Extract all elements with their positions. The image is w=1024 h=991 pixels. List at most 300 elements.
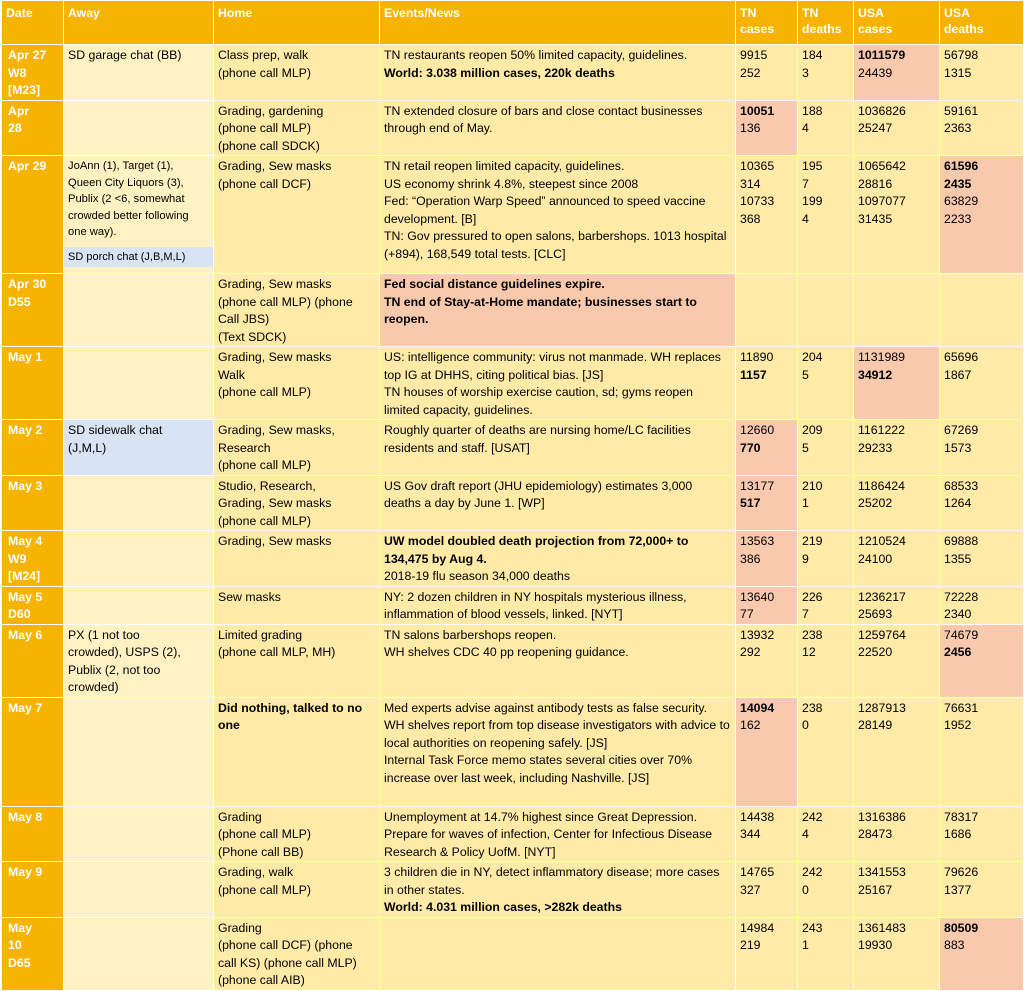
home-cell [214,806,380,862]
tn-cases-cell [736,475,798,531]
tn-deaths-cell [798,917,854,990]
count-value: 14438 [740,809,775,824]
count-value: 2233 [944,211,972,226]
tn-deaths-cell [798,862,854,918]
usa-cases-cell [854,917,940,990]
usa-cases-cell [854,475,940,531]
count-value: 1 [802,938,809,952]
date-line: May 2 [8,423,43,437]
usa-cases-cell [854,806,940,862]
events-cell [380,100,736,156]
away-line: crowded better following [68,209,189,222]
home-line: Grading, walk [218,865,294,879]
events-cell [380,420,736,476]
count-value: 1210524 [858,534,906,548]
home-line: call KS) (phone call MLP) [218,955,357,970]
count-value: 13932 [740,627,775,642]
count-value: 292 [740,645,761,659]
tn-cases-cell [736,586,798,624]
home-cell [214,697,380,806]
count-value: 9 [802,551,809,566]
away-cell [64,475,214,531]
away-cell [64,420,214,476]
count-value: 78317 [944,809,979,824]
date-line: May 6 [8,627,43,642]
event-line: NY: 2 dozen children in NY hospitals mysterious illness, inflammation of blood vessels, linked. [NYT] [384,589,690,621]
table-row [2,156,1024,274]
event-line: WH shelves CDC 40 pp reopening guidance. [384,645,629,659]
home-line: (phone call MLP, MH) [218,645,336,659]
count-value: 770 [740,440,761,455]
date-cell [2,420,64,476]
count-value: 368 [740,211,761,226]
date-cell [2,862,64,918]
count-value: 243 [802,920,823,935]
away-line: crowded) [68,680,119,694]
tn-cases-cell [736,806,798,862]
usa-deaths-cell [940,806,1024,862]
tn-deaths-cell [798,806,854,862]
count-value: 199 [802,194,823,208]
away-line: Publix (2, not too [68,662,161,677]
date-cell [2,624,64,697]
away-cell [64,156,214,274]
usa-deaths-cell [940,531,1024,587]
count-value: 63829 [944,194,979,208]
count-value: 25167 [858,882,893,897]
date-line: Apr 27 [8,48,47,62]
count-value: 210 [802,478,823,493]
count-value: 238 [802,627,823,642]
col-header-home: Home [214,1,380,45]
date-line: 10 [8,938,22,952]
count-value: 28816 [858,176,893,191]
count-value: 517 [740,496,761,510]
count-value: 1377 [944,882,972,897]
count-value: 238 [802,700,823,715]
count-value: 1157 [740,367,767,382]
count-value: 13177 [740,478,775,493]
tn-cases-cell [736,917,798,990]
home-line: (phone call MLP) [218,65,311,80]
home-line: Class prep, walk [218,48,309,62]
date-cell [2,347,64,420]
count-value: 4 [802,121,809,135]
event-line: Fed: “Operation Warp Speed” announced to speed vaccine development. [B] [384,194,709,226]
date-line: May 3 [8,478,43,493]
count-value: 1097077 [858,194,906,208]
usa-deaths-cell [940,274,1024,347]
usa-cases-cell [854,156,940,274]
table-row [2,697,1024,806]
count-value: 4 [802,211,809,226]
tn-cases-cell [736,347,798,420]
away-cell [64,274,214,347]
count-value: 59161 [944,103,979,118]
home-line: Grading [218,809,262,824]
home-line: one [218,718,240,732]
away-cell [64,100,214,156]
count-value: 12660 [740,423,775,437]
away-line: Publix (2 <6, somewhat [68,193,185,205]
home-cell [214,586,380,624]
usa-deaths-cell [940,624,1024,697]
home-line: (phone call DCF) (phone [218,938,353,952]
home-cell [214,917,380,990]
count-value: 219 [740,938,761,952]
count-value: 0 [802,718,809,732]
home-line: (phone call MLP) (phone [218,294,353,309]
count-value: 80509 [944,920,979,935]
event-line: TN end of Stay-at-Home mandate; businesses start to reopen. [384,294,701,326]
count-value: 1361483 [858,920,906,935]
date-cell [2,475,64,531]
count-value: 883 [944,938,965,952]
home-line: (Phone call BB) [218,844,304,859]
col-header-away: Away [64,1,214,45]
date-line: May 7 [8,700,43,715]
event-line: WH shelves report from top disease investigators with advice to local authorities on reopening safely. [JS] [384,718,734,750]
usa-deaths-cell [940,586,1024,624]
date-cell [2,697,64,806]
count-value: 29233 [858,440,893,455]
count-value: 68533 [944,478,979,493]
count-value: 1316386 [858,809,906,824]
date-line: W9 [8,551,27,566]
home-line: Call JBS) [218,312,270,326]
count-value: 1573 [944,440,972,455]
col-header-date: Date [2,1,64,45]
date-line: W8 [8,65,27,80]
date-line: 28 [8,121,22,135]
count-value: 2456 [944,645,972,659]
tn-deaths-cell [798,156,854,274]
count-value: 1036826 [858,103,906,118]
count-value: 0 [802,882,809,897]
home-cell [214,475,380,531]
away-cell [64,862,214,918]
col-header-tn-cases: TN cases [736,1,798,45]
tn-deaths-cell [798,531,854,587]
count-value: 226 [802,589,823,604]
away-line: (J,M,L) [68,440,107,455]
count-value: 77 [740,607,754,621]
home-line: Grading, Sew masks [218,534,332,548]
home-line: (phone call SDCK) [218,138,320,153]
event-line: UW model doubled death projection from 72,000+ to 134,475 by Aug 4. [384,534,692,566]
usa-cases-cell [854,347,940,420]
date-cell [2,100,64,156]
home-line: Grading, Sew masks [218,350,332,364]
date-cell [2,806,64,862]
table-row [2,100,1024,156]
col-header-usa-deaths: USA deaths [940,1,1024,45]
tn-deaths-cell [798,475,854,531]
tn-cases-cell [736,697,798,806]
count-value: 1315 [944,65,972,80]
count-value: 24100 [858,551,893,566]
event-line: Unemployment at 14.7% highest since Great Depression. Prepare for waves of infection, Center for Infectious Disease Research & Policy UofM. [NYT] [384,809,716,859]
home-line: Grading, Sew masks, [218,423,335,437]
count-value: 252 [740,65,761,80]
count-value: 14094 [740,700,775,715]
table-row [2,420,1024,476]
away-line: one way). [68,226,117,238]
table-row [2,917,1024,990]
usa-deaths-cell [940,862,1024,918]
count-value: 1186424 [858,478,905,493]
date-line: May 1 [8,350,43,364]
date-line: May 8 [8,809,43,824]
count-value: 10365 [740,159,775,173]
count-value: 1355 [944,551,972,566]
events-cell [380,531,736,587]
events-cell [380,586,736,624]
date-line: [M24] [8,569,41,583]
count-value: 65696 [944,350,979,364]
count-value: 28473 [858,827,893,841]
tn-cases-cell [736,45,798,101]
count-value: 327 [740,882,761,897]
usa-cases-cell [854,274,940,347]
event-line: 3 children die in NY, detect inflammatory disease; more cases in other states. [384,865,723,897]
events-cell [380,917,736,990]
table-row [2,347,1024,420]
count-value: 19930 [858,938,893,952]
event-line: US Gov draft report (JHU epidemiology) estimates 3,000 deaths a day by June 1. [WP] [384,478,696,510]
count-value: 76631 [944,700,979,715]
tn-deaths-cell [798,274,854,347]
home-line: (phone call MLP) [218,882,311,897]
home-line: Limited grading [218,627,303,642]
count-value: 1264 [944,496,972,510]
home-line: Grading, Sew masks [218,159,332,173]
tn-deaths-cell [798,624,854,697]
count-value: 1259764 [858,627,906,642]
usa-deaths-cell [940,420,1024,476]
count-value: 9915 [740,48,768,62]
usa-cases-cell [854,586,940,624]
count-value: 1867 [944,367,972,382]
away-cell [64,806,214,862]
event-line: Internal Task Force memo states several cities over 70% increase over last week, including Nashville. [JS] [384,753,696,785]
home-line: (phone call AIB) [218,973,305,987]
home-line: Studio, Research, [218,478,316,493]
home-line: Grading, Sew masks [218,496,332,510]
date-cell [2,531,64,587]
tn-cases-cell [736,862,798,918]
count-value: 7 [802,176,809,191]
count-value: 13640 [740,589,775,604]
away-cell [64,697,214,806]
event-line: US economy shrink 4.8%, steepest since 2008 [384,176,639,191]
home-cell [214,45,380,101]
event-line: TN houses of worship exercise caution, sd; gyms reopen limited capacity, guidelines. [384,385,697,417]
count-value: 74679 [944,627,979,642]
date-line: D60 [8,607,31,621]
events-cell [380,156,736,274]
home-line: Research [218,440,271,455]
table-row [2,475,1024,531]
away-line: crowded), USPS (2), [68,645,181,659]
home-cell [214,347,380,420]
event-line: Roughly quarter of deaths are nursing home/LC facilities residents and staff. [USAT] [384,423,695,455]
usa-deaths-cell [940,475,1024,531]
away-cell [64,45,214,101]
count-value: 2363 [944,121,972,135]
count-value: 25247 [858,121,893,135]
count-value: 1236217 [858,589,906,604]
home-line: (phone call MLP) [218,121,311,135]
count-value: 7 [802,607,809,621]
date-line: Apr 30 [8,277,47,291]
tn-cases-cell [736,100,798,156]
count-value: 3 [802,65,809,80]
date-line: May 9 [8,865,43,879]
home-line: Sew masks [218,589,281,604]
home-cell [214,862,380,918]
table-row [2,274,1024,347]
home-cell [214,531,380,587]
count-value: 1 [802,496,809,510]
count-value: 13563 [740,534,775,548]
count-value: 204 [802,350,823,364]
date-line: May 4 [8,534,43,548]
home-line: Grading [218,920,262,935]
usa-deaths-cell [940,697,1024,806]
usa-cases-cell [854,420,940,476]
count-value: 24439 [858,65,893,80]
count-value: 5 [802,440,809,455]
tn-deaths-cell [798,420,854,476]
header-row [2,1,1024,45]
events-cell [380,862,736,918]
event-line: 2018-19 flu season 34,000 deaths [384,569,570,583]
count-value: 242 [802,809,823,824]
events-cell [380,806,736,862]
tn-deaths-cell [798,100,854,156]
home-line: Grading, Sew masks [218,277,332,291]
events-cell [380,624,736,697]
count-value: 25202 [858,496,893,510]
table-row [2,531,1024,587]
event-line: US: intelligence community: virus not manmade. WH replaces top IG at DHHS, citing political bias. [JS] [384,350,725,382]
away-cell [64,624,214,697]
home-line: Walk [218,367,245,382]
date-cell [2,586,64,624]
event-line: TN retail reopen limited capacity, guidelines. [384,159,625,173]
away-cell [64,347,214,420]
date-line: [M23] [8,83,41,97]
date-line: May [8,920,32,935]
event-line: Med experts advise against antibody tests as false security. [384,700,708,715]
event-line: TN salons barbershops reopen. [384,627,557,642]
home-line: (phone call MLP) [218,513,311,528]
usa-cases-cell [854,624,940,697]
usa-cases-cell [854,100,940,156]
home-line: Grading, gardening [218,103,324,118]
count-value: 56798 [944,48,979,62]
count-value: 2435 [944,176,972,191]
tn-deaths-cell [798,586,854,624]
count-value: 1686 [944,827,972,841]
count-value: 386 [740,551,761,566]
count-value: 209 [802,423,823,437]
away-line: SD garage chat (BB) [68,48,182,62]
date-line: D55 [8,294,31,309]
date-cell [2,917,64,990]
count-value: 188 [802,103,823,118]
tn-cases-cell [736,156,798,274]
covid-journal-table [1,0,1024,991]
count-value: 4 [802,827,809,841]
home-line: Did nothing, talked to no [218,700,363,715]
table-row [2,624,1024,697]
count-value: 25693 [858,607,893,621]
count-value: 1287913 [858,700,906,715]
tn-deaths-cell [798,697,854,806]
count-value: 162 [740,718,761,732]
count-value: 219 [802,534,823,548]
usa-deaths-cell [940,917,1024,990]
event-line: TN extended closure of bars and close contact businesses through end of May. [384,103,706,135]
col-header-events: Events/News [380,1,736,45]
away-line: SD sidewalk chat [68,423,163,437]
count-value: 314 [740,176,761,191]
event-line: TN: Gov pressured to open salons, barbershops. 1013 hospital (+894), 168,549 total tests. [CLC] [384,229,730,261]
home-cell [214,624,380,697]
count-value: 10051 [740,103,775,118]
event-line: World: 4.031 million cases, >282k deaths [384,900,622,914]
home-cell [214,100,380,156]
count-value: 22520 [858,645,893,659]
count-value: 1131989 [858,350,905,364]
date-cell [2,274,64,347]
usa-cases-cell [854,697,940,806]
home-line: (phone call MLP) [218,458,311,472]
away-chat-note: SD porch chat (J,B,M,L) [64,247,213,267]
event-line: TN restaurants reopen 50% limited capacity, guidelines. [384,48,688,62]
tn-cases-cell [736,531,798,587]
count-value: 184 [802,48,823,62]
usa-cases-cell [854,531,940,587]
tn-deaths-cell [798,347,854,420]
date-cell [2,156,64,274]
event-line: Fed social distance guidelines expire. [384,277,605,291]
events-cell [380,45,736,101]
usa-deaths-cell [940,100,1024,156]
table-row [2,45,1024,101]
home-line: (Text SDCK) [218,329,287,344]
tn-cases-cell [736,420,798,476]
col-header-tn-deaths: TN deaths [798,1,854,45]
count-value: 1011579 [858,48,906,62]
usa-cases-cell [854,45,940,101]
away-line: Queen City Liquors (3), [68,176,184,189]
col-header-usa-cases: USA cases [854,1,940,45]
home-line: (phone call MLP) [218,385,311,399]
tn-cases-cell [736,274,798,347]
home-cell [214,274,380,347]
events-cell [380,475,736,531]
home-cell [214,420,380,476]
count-value: 5 [802,367,809,382]
tn-deaths-cell [798,45,854,101]
count-value: 34912 [858,367,893,382]
count-value: 12 [802,645,816,659]
home-line: (phone call MLP) [218,827,311,841]
date-line: May 5 [8,589,43,604]
